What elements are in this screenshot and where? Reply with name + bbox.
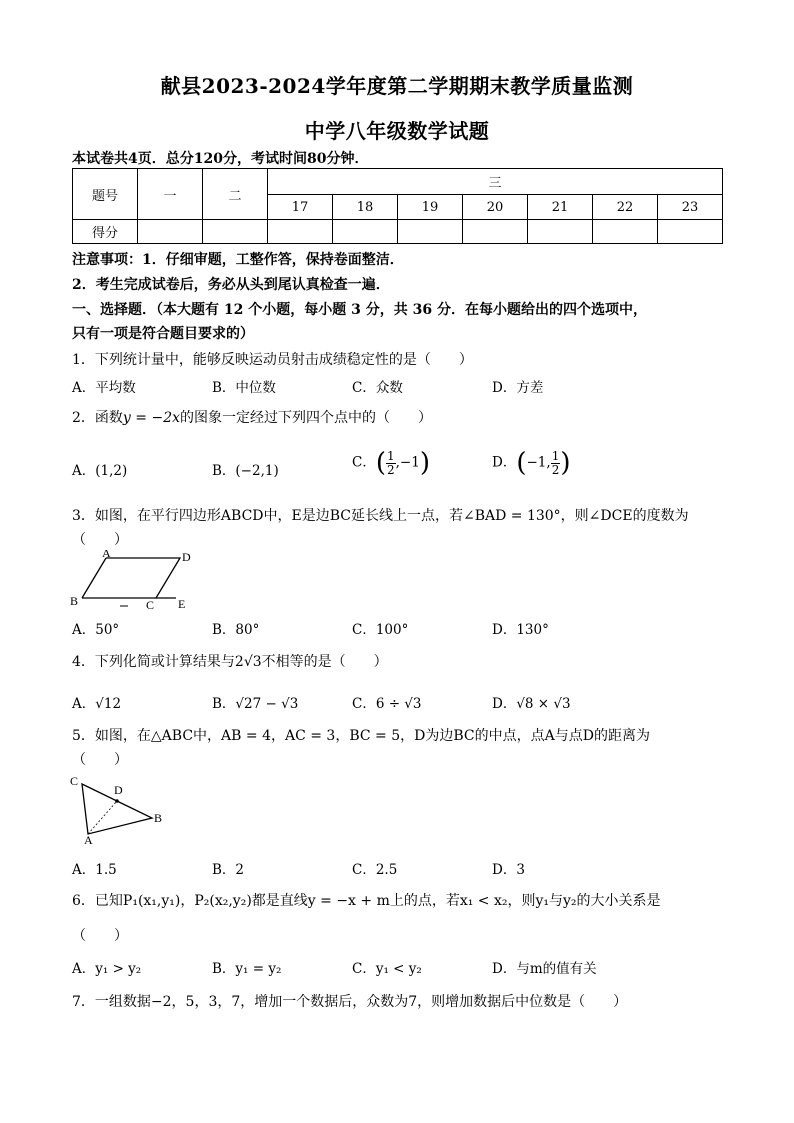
note-1: 注意事项：1．仔细审题，工整作答，保持卷面整洁． <box>72 252 404 268</box>
score-cell[interactable] <box>463 220 528 244</box>
q2-option-a[interactable]: A．(1,2) <box>72 463 128 479</box>
score-cell[interactable] <box>593 220 658 244</box>
q2-c-rest: ,−1 <box>395 454 420 471</box>
q2-option-b[interactable]: B．(−2,1) <box>212 463 279 479</box>
score-table <box>72 168 723 244</box>
header-q21: 21 <box>528 195 593 220</box>
q6-paren: （ ） <box>72 928 128 944</box>
q2-c-fraction: $\frac{1}{2}$ <box>387 448 395 477</box>
q2-function: y = −2x <box>122 410 180 426</box>
q2-option-d[interactable]: D．(−1, $\frac{1}{2}$ ) <box>492 448 571 478</box>
score-cell[interactable] <box>203 220 268 244</box>
section-1-heading-cont: 只有一项是符合题目要求的） <box>72 326 254 342</box>
q5-option-a[interactable]: A．1.5 <box>72 862 117 878</box>
q2-option-c[interactable]: C．( $\frac{1}{2}$ ,−1) <box>352 448 430 478</box>
header-section-1: 一 <box>138 169 203 220</box>
q2-stem <box>72 407 432 427</box>
q6-option-a[interactable]: A．y₁ > y₂ <box>72 961 142 977</box>
header-q19: 19 <box>398 195 463 220</box>
header-section-2: 二 <box>203 169 268 220</box>
score-cell[interactable] <box>658 220 723 244</box>
score-cell[interactable] <box>528 220 593 244</box>
q3-option-d[interactable]: D．130° <box>492 622 549 638</box>
q1-option-b[interactable]: B．中位数 <box>212 380 276 396</box>
q2-d-fraction: $\frac{1}{2}$ <box>551 448 560 477</box>
exam-intro: 本试卷共4页．总分120分，考试时间80分钟． <box>72 151 369 167</box>
score-cell[interactable] <box>333 220 398 244</box>
median-ad <box>88 801 117 834</box>
q3-paren: （ ） <box>72 532 128 548</box>
q5-option-b[interactable]: B．2 <box>212 862 245 878</box>
q3-option-c[interactable]: C．100° <box>352 622 409 638</box>
q4-option-b[interactable]: B．√27 − √3 <box>212 696 299 712</box>
q7-stem: 7．一组数据−2，5，3，7，增加一个数据后，众数为7，则增加数据后中位数是（ ） <box>72 994 628 1010</box>
q5-paren: （ ） <box>72 752 128 768</box>
label-d: D <box>114 783 123 797</box>
q2-option-d-label: D． <box>492 454 517 471</box>
label-c: C <box>146 598 155 612</box>
header-section-3: 三 <box>268 169 723 195</box>
exam-title: 献县2023-2024学年度第二学期期末教学质量监测 <box>160 74 634 98</box>
label-e: E <box>178 597 186 611</box>
score-cell[interactable] <box>398 220 463 244</box>
q2-d-pre: −1, <box>526 454 551 471</box>
q1-stem: 1．下列统计量中，能够反映运动员射击成绩稳定性的是（ ） <box>72 352 473 368</box>
q2-option-c-label: C． <box>352 454 376 471</box>
score-cell[interactable] <box>138 220 203 244</box>
point-d <box>115 799 119 803</box>
q5-stem: 5．如图，在△ABC中，AB = 4，AC = 3，BC = 5，D为边BC的中点，点A与点D的距离为 <box>72 728 650 744</box>
label-b: B <box>154 811 163 825</box>
label-a: A <box>102 550 111 560</box>
header-q23: 23 <box>658 195 723 220</box>
q3-option-a[interactable]: A．50° <box>72 622 120 638</box>
note-2: 2．考生完成试卷后，务必从头到尾认真检查一遍． <box>72 277 390 293</box>
parallelogram-abcd <box>82 558 180 598</box>
header-q17: 17 <box>268 195 333 220</box>
header-q18: 18 <box>333 195 398 220</box>
q4-stem: 4．下列化简或计算结果与2√3不相等的是（ ） <box>72 654 388 670</box>
q6-stem: 6．已知P₁(x₁,y₁)，P₂(x₂,y₂)都是直线y = −x + m上的点，若x₁ < x₂，则y₁与y₂的大小关系是 <box>72 893 661 909</box>
header-q20: 20 <box>463 195 528 220</box>
label-a: A <box>84 833 93 846</box>
label-d: D <box>182 550 191 564</box>
section-1-heading: 一、选择题．（本大题有 12 个小题，每小题 3 分，共 36 分．在每小题给出的四个选项中， <box>72 302 647 318</box>
q2-stem-post: 的图象一定经过下列四个点中的（ ） <box>180 410 432 426</box>
label-c: C <box>70 774 79 788</box>
triangle-figure <box>68 772 178 846</box>
q4-option-d[interactable]: D．√8 × √3 <box>492 696 571 712</box>
q6-option-c[interactable]: C．y₁ < y₂ <box>352 961 422 977</box>
q1-option-c[interactable]: C．众数 <box>352 380 403 396</box>
q3-option-b[interactable]: B．80° <box>212 622 260 638</box>
exam-subtitle: 中学八年级数学试题 <box>304 119 490 143</box>
q4-option-c[interactable]: C．6 ÷ √3 <box>352 696 422 712</box>
row-label-question: 题号 <box>73 169 138 220</box>
label-b: B <box>70 594 79 608</box>
parallelogram-figure <box>68 550 208 612</box>
q5-option-d[interactable]: D．3 <box>492 862 525 878</box>
q5-option-c[interactable]: C．2.5 <box>352 862 398 878</box>
q6-option-b[interactable]: B．y₁ = y₂ <box>212 961 282 977</box>
q1-option-d[interactable]: D．方差 <box>492 380 544 396</box>
q1-option-a[interactable]: A．平均数 <box>72 380 136 396</box>
row-label-score: 得分 <box>73 220 138 244</box>
q6-option-d[interactable]: D．与m的值有关 <box>492 961 597 977</box>
q3-stem: 3．如图，在平行四边形ABCD中，E是边BC延长线上一点，若∠BAD = 130°，则∠DCE的度数为 <box>72 508 689 524</box>
score-cell[interactable] <box>268 220 333 244</box>
header-q22: 22 <box>593 195 658 220</box>
q2-stem-pre: 2．函数 <box>72 410 123 426</box>
q4-option-a[interactable]: A．√12 <box>72 696 122 712</box>
